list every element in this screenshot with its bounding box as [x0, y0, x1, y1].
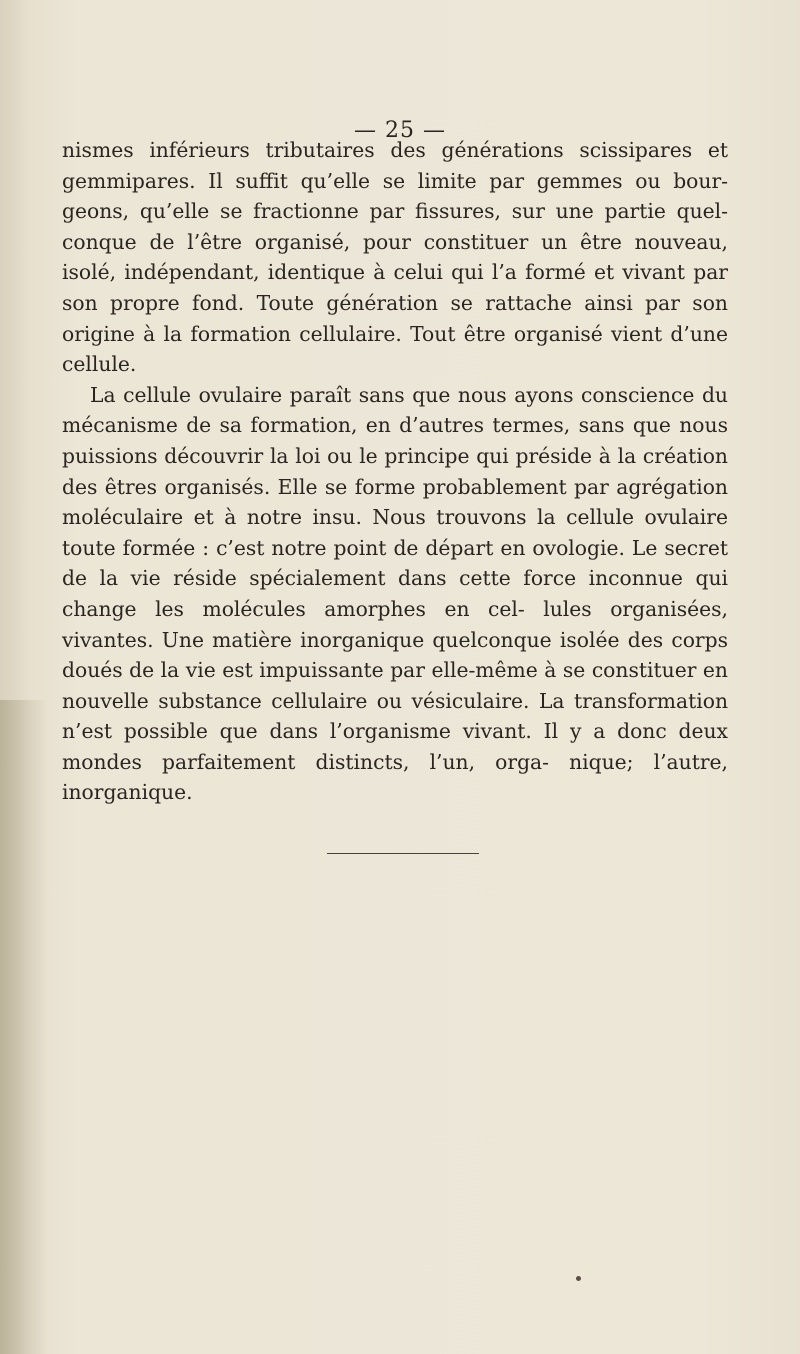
paper-speck: [576, 1276, 581, 1281]
section-end-rule: [327, 853, 479, 854]
paragraph-2: La cellule ovulaire paraît sans que nous ayons conscience du mécanisme de sa formation, en d’autres termes, sans que nous puissions découvrir la loi ou le principe qui préside à la création des êtres organisés. Elle se forme probablement par agrégation moléculaire et à notre insu. Nous trouvons la cellule ovulaire toute formée : c’est notre point de départ en ovologie. Le secret de la vie réside spécialement dans cette force inconnue qui change les molécules amorphes en cel- lules organisées, vivantes. Une matière inorganique quelconque isolée des corps doués de la vie est impuissante par elle-même à se constituer en nouvelle substance cellulaire ou vésiculaire. La transformation n’est possible que dans l’organisme vivant. Il y a donc deux mondes parfaitement distincts, l’un, orga- nique; l’autre, inorganique.: [62, 382, 728, 805]
paragraph-1: nismes inférieurs tributaires des générations scissipares et gemmipares. Il suffit qu’elle se limite par gemmes ou bour- geons, qu’elle se fractionne par fissures, sur une partie quel- conque de l’être organisé, pour constituer un être nouveau, isolé, indépendant, identique à celui qui l’a formé et vivant par son propre fond. Toute génération se rattache ainsi par son origine à la formation cellulaire. Tout être organisé vient d’une cellule.: [62, 138, 728, 377]
binding-edge-stain: [0, 700, 48, 1354]
page-number: — 25 —: [354, 118, 446, 143]
body-text: [62, 135, 728, 808]
